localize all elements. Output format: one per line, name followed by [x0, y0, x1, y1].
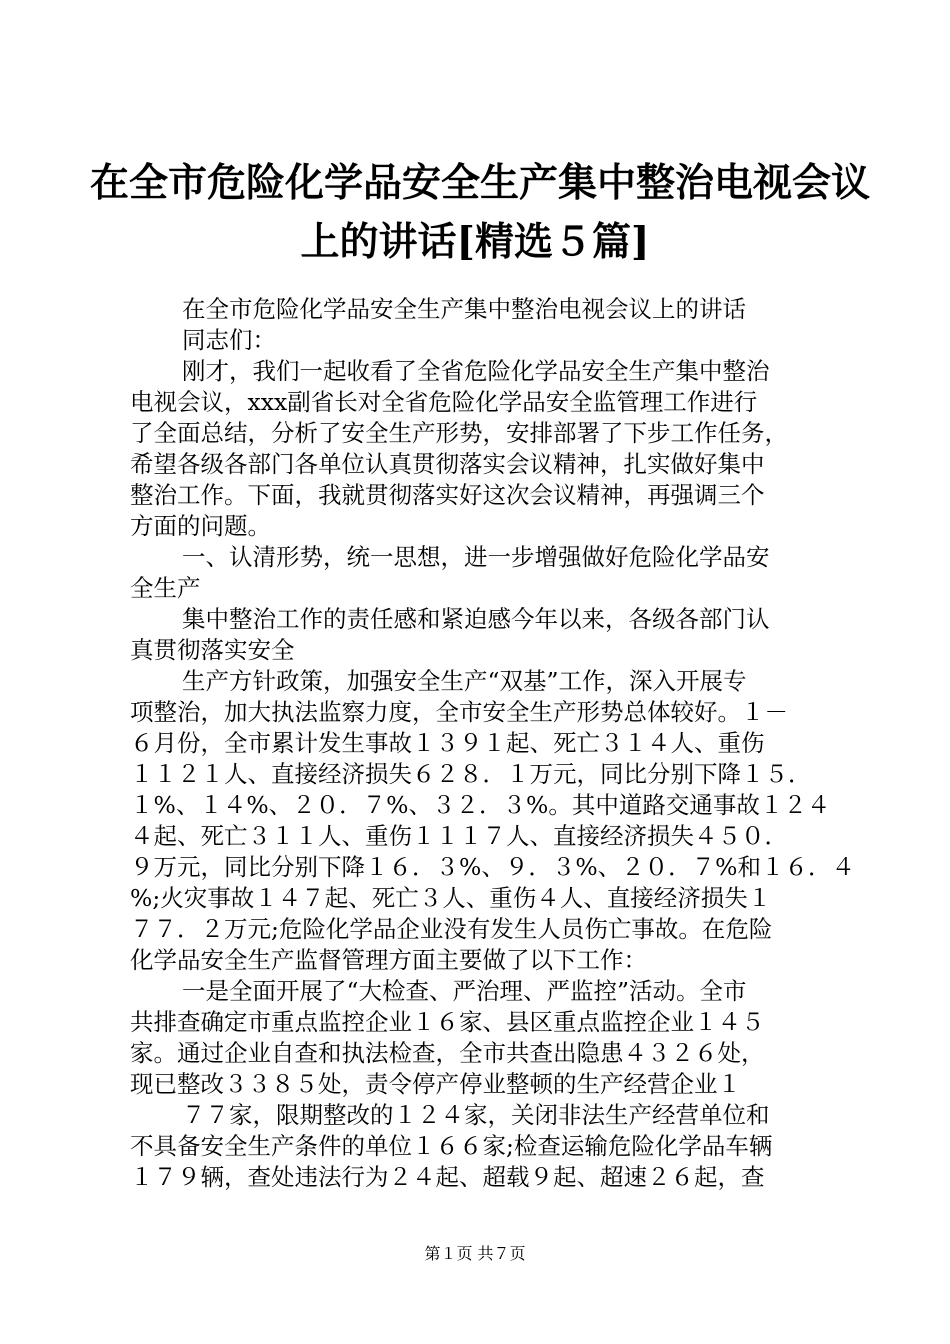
paragraph-line: 了全面总结，分析了安全生产形势，安排部署了下步工作任务，: [130, 419, 788, 447]
section-heading-line: 一、认清形势，统一思想，进一步增强做好危险化学品安: [182, 543, 770, 571]
paragraph-line: ４起、死亡３１１人、重伤１１１７人、直接经济损失４５０．: [130, 822, 788, 850]
paragraph-line: ６月份，全市累计发生事故１３９１起、死亡３１４人、重伤: [130, 729, 765, 757]
paragraph-line: １%、１４%、２０．７%、３２．３%。其中道路交通事故１２４: [130, 791, 831, 819]
paragraph-line: 家。通过企业自查和执法检查，全市共查出隐患４３２６处，: [130, 1039, 765, 1067]
paragraph-line: 项整治，加大执法监察力度，全市安全生产形势总体较好。１－: [130, 698, 788, 726]
paragraph-line: 刚才，我们一起收看了全省危险化学品安全生产集中整治: [182, 357, 770, 385]
document-body: [130, 294, 855, 1193]
paragraph-line: 不具备安全生产条件的单位１６６家;检查运输危险化学品车辆: [130, 1132, 773, 1160]
salutation-line: 同志们：: [182, 326, 276, 354]
paragraph-line: 电视会议，xxx副省长对全省危险化学品安全监管理工作进行: [130, 388, 758, 416]
paragraph-line: %;火灾事故１４７起、死亡３人、重伤４人、直接经济损失１: [130, 884, 772, 912]
section-heading-line: 全生产: [130, 574, 201, 602]
paragraph-line: 真贯彻落实安全: [130, 636, 295, 664]
paragraph-line: 生产方针政策，加强安全生产“双基”工作，深入开展专: [182, 667, 747, 695]
paragraph-line: 集中整治工作的责任感和紧迫感今年以来，各级各部门认: [182, 605, 770, 633]
paragraph-line: 希望各级各部门各单位认真贯彻落实会议精神，扎实做好集中: [130, 450, 765, 478]
paragraph-line: 整治工作。下面，我就贯彻落实好这次会议精神，再强调三个: [130, 481, 765, 509]
paragraph-line: 共排查确定市重点监控企业１６家、县区重点监控企业１４５: [130, 1008, 765, 1036]
paragraph-line: ７７．２万元;危险化学品企业没有发生人员伤亡事故。在危险: [130, 915, 773, 943]
paragraph-line: 一是全面开展了“大检查、严治理、严监控”活动。全市: [182, 977, 747, 1005]
paragraph-line: １１２１人、直接经济损失６２８．１万元，同比分别下降１５．: [130, 760, 812, 788]
paragraph-line: １７９辆，查处违法行为２４起、超载９起、超速２６起，查: [130, 1163, 765, 1191]
paragraph-line: 化学品安全生产监督管理方面主要做了以下工作：: [130, 946, 647, 974]
paragraph-line: ７７家，限期整改的１２４家，关闭非法生产经营单位和: [182, 1101, 770, 1129]
document-title-line-1: 在全市危险化学品安全生产集中整治电视会议: [90, 160, 871, 206]
subtitle-line: 在全市危险化学品安全生产集中整治电视会议上的讲话: [182, 295, 746, 323]
document-title-line-2: 上的讲话[精选５篇]: [300, 219, 650, 265]
paragraph-line: 现已整改３３８５处，责令停产停业整顿的生产经营企业１: [130, 1070, 741, 1098]
paragraph-line: ９万元，同比分别下降１６．３%、９．３%、２０．７%和１６．４: [130, 853, 855, 881]
paragraph-line: 方面的问题。: [130, 512, 271, 540]
page-number-footer: 第１页 共７页: [424, 1244, 526, 1263]
